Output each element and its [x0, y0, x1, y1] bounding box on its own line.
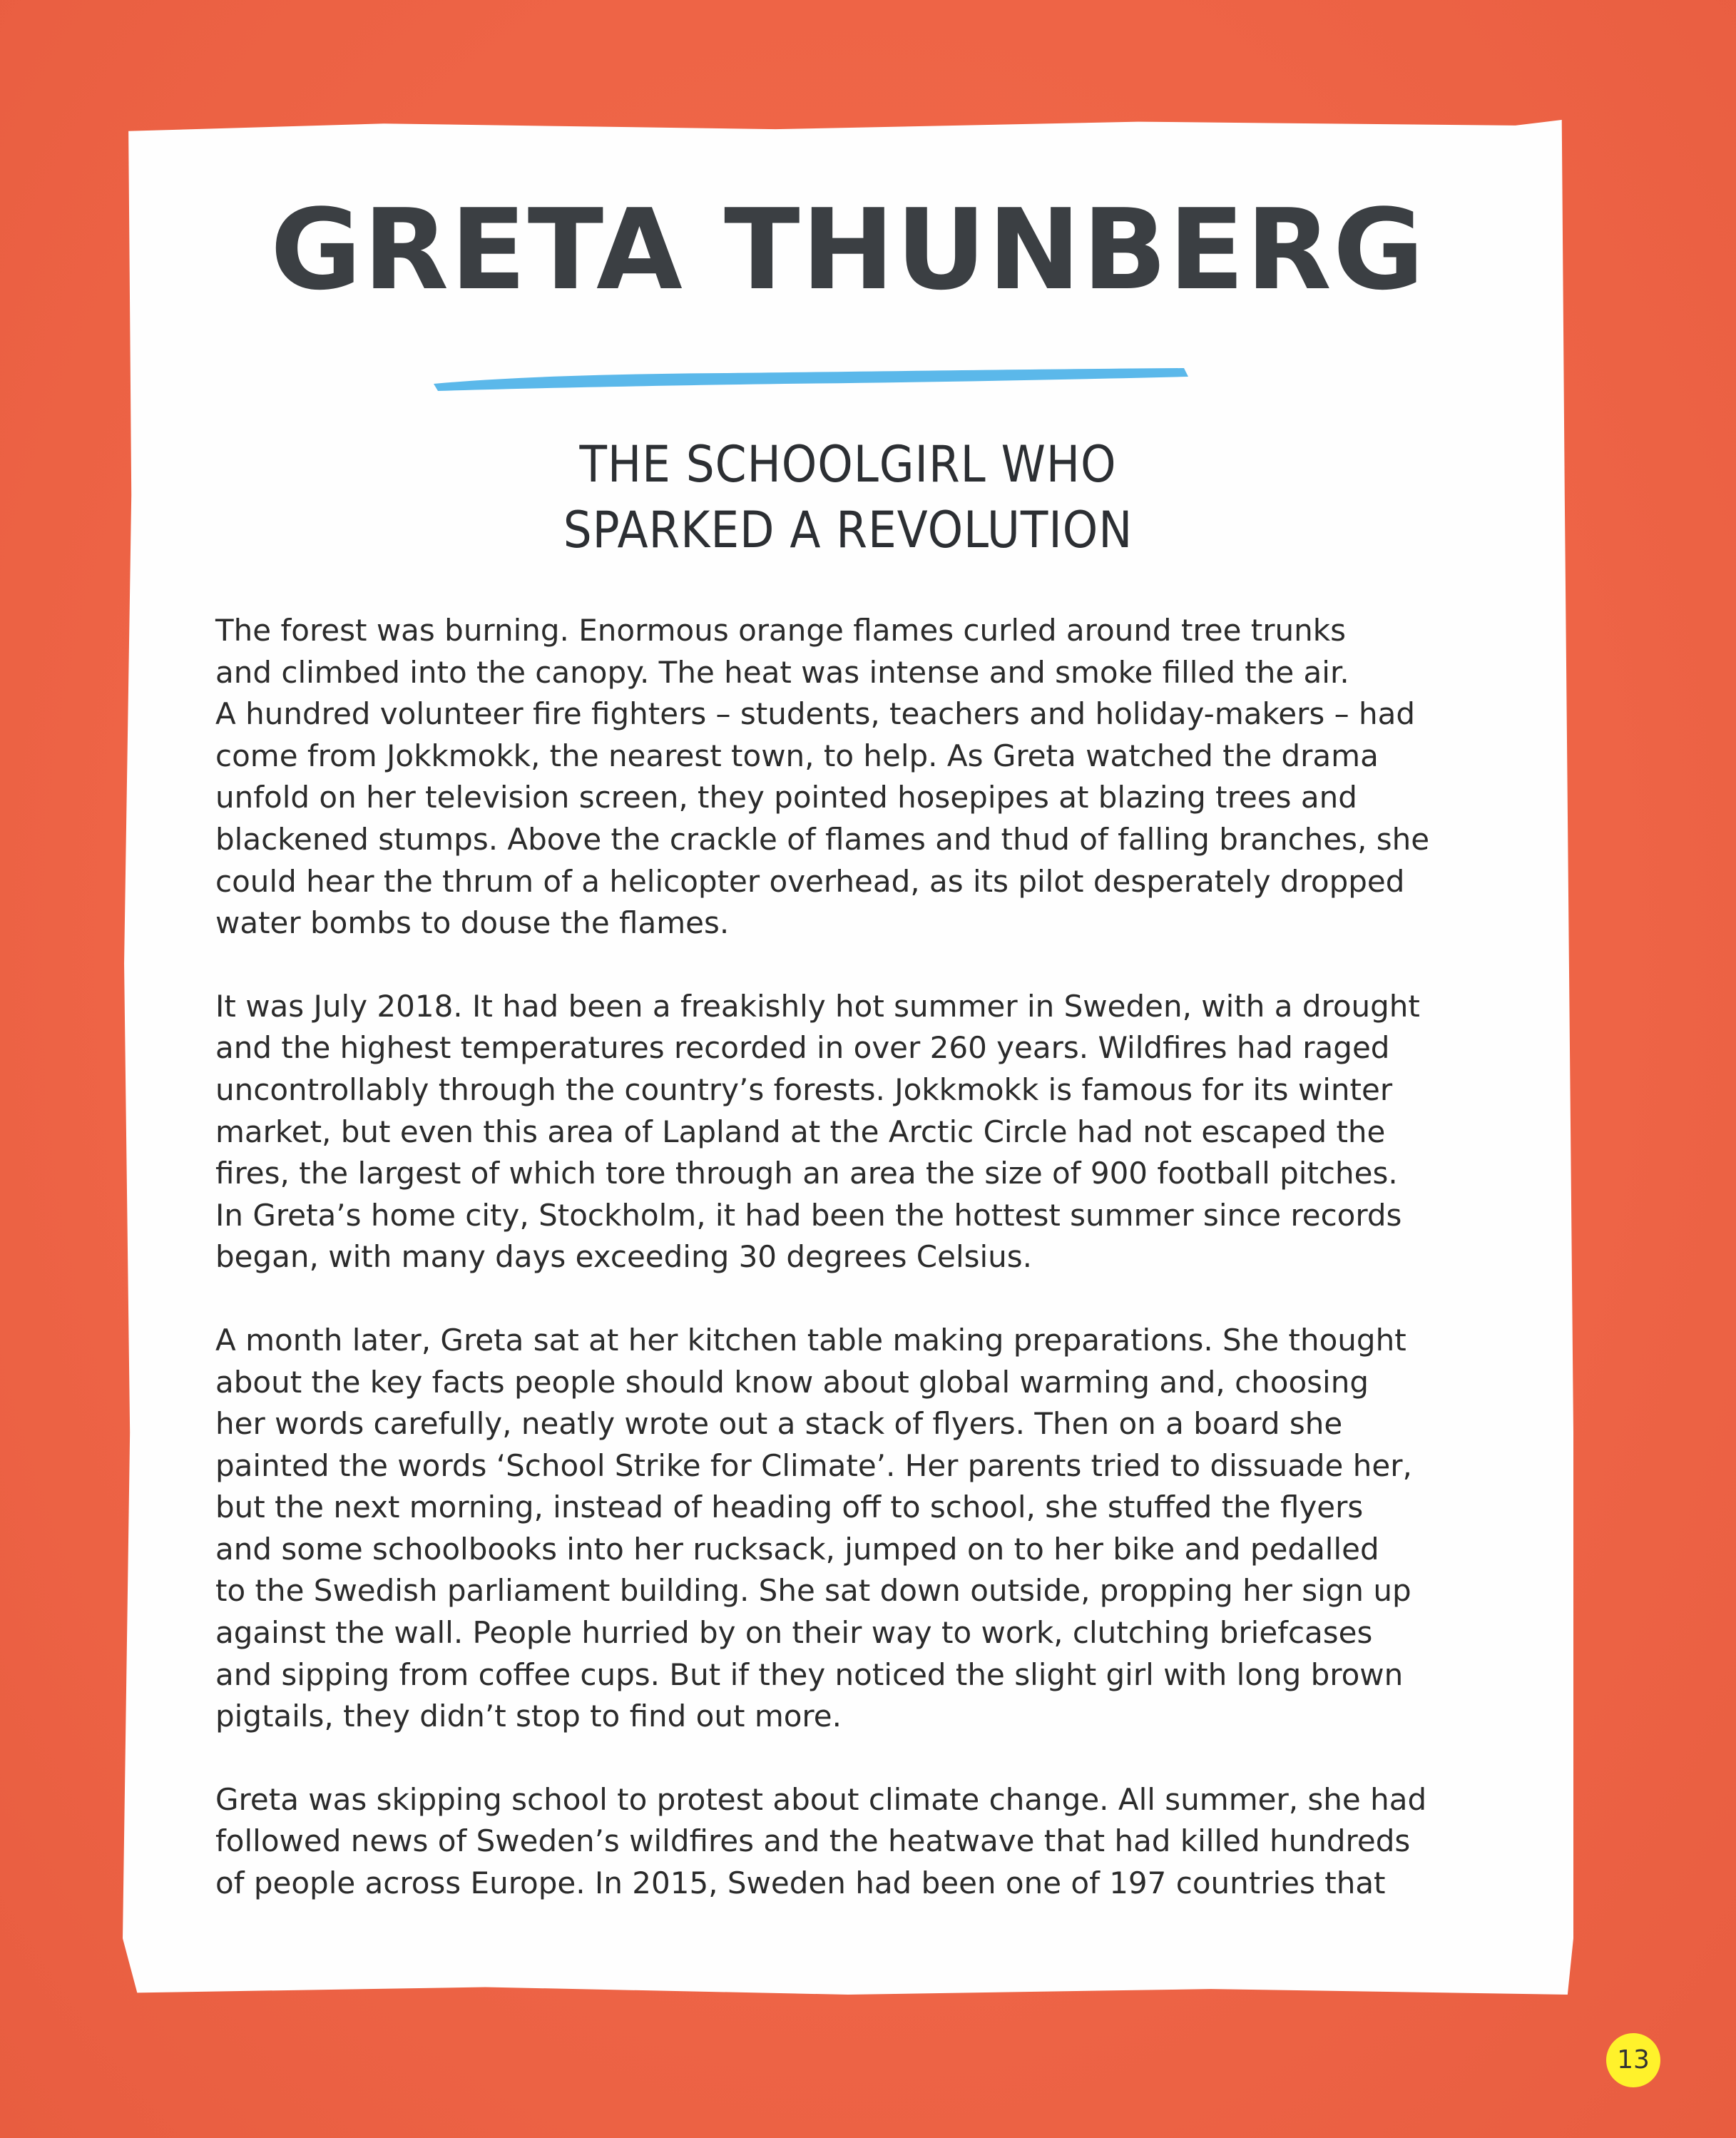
text-line: and sipping from coffee cups. But if they noticed the slight girl with long brown [215, 1656, 1404, 1692]
text-line: A hundred volunteer fire fighters – students, teachers and holiday-makers – had [215, 696, 1416, 732]
text-line: and some schoolbooks into her rucksack, jumped on to her bike and pedalled [215, 1531, 1379, 1567]
title-underline-brush [428, 364, 1193, 392]
paragraph-1 [215, 610, 1499, 945]
text-line: fires, the largest of which tore through an area the size of 900 football pitches. [215, 1156, 1398, 1191]
text-line: and climbed into the canopy. The heat was intense and smoke filled the air. [215, 654, 1349, 690]
text-line: A month later, Greta sat at her kitchen table making preparations. She thought [215, 1322, 1406, 1358]
paragraph-3 [215, 1320, 1499, 1738]
text-line: began, with many days exceeding 30 degrees Celsius. [215, 1239, 1033, 1275]
text-line: unfold on her television screen, they pointed hosepipes at blazing trees and [215, 780, 1357, 815]
subtitle-line-1: THE SCHOOLGIRL WHO [579, 435, 1117, 494]
text-line: and the highest temperatures recorded in over 260 years. Wildfires had raged [215, 1030, 1390, 1066]
text-line: water bombs to douse the flames. [215, 905, 730, 941]
text-line: blackened stumps. Above the crackle of flames and thud of falling branches, she [215, 821, 1430, 857]
text-line: followed news of Sweden’s wildfires and the heatwave that had killed hundreds [215, 1823, 1411, 1859]
page-number-badge: 13 [1606, 2033, 1660, 2087]
paragraph-2 [215, 986, 1499, 1278]
text-line: but the next morning, instead of heading off to school, she stuffed the flyers [215, 1490, 1364, 1525]
text-line: painted the words ‘School Strike for Climate’. Her parents tried to dissuade her, [215, 1447, 1412, 1483]
article-body [215, 610, 1499, 1946]
text-line: The forest was burning. Enormous orange flames curled around tree trunks [215, 613, 1346, 648]
text-line: market, but even this area of Lapland at the Arctic Circle had not escaped the [215, 1114, 1386, 1149]
subtitle-line-2: SPARKED A REVOLUTION [563, 501, 1133, 559]
text-line: come from Jokkmokk, the nearest town, to help. As Greta watched the drama [215, 738, 1379, 773]
text-line: against the wall. People hurried by on their way to work, clutching briefcases [215, 1615, 1373, 1651]
text-line: In Greta’s home city, Stockholm, it had been the hottest summer since records [215, 1197, 1402, 1233]
text-line: of people across Europe. In 2015, Sweden had been one of 197 countries that [215, 1865, 1386, 1901]
text-line: uncontrollably through the country’s forests. Jokkmokk is famous for its winter [215, 1071, 1393, 1107]
page-title: GRETA THUNBERG [270, 185, 1426, 315]
paragraph-4 [215, 1779, 1499, 1905]
subtitle [195, 432, 1501, 563]
text-line: could hear the thrum of a helicopter overhead, as its pilot desperately dropped [215, 863, 1405, 899]
text-line: pigtails, they didn’t stop to find out more. [215, 1699, 842, 1734]
text-line: about the key facts people should know about global warming and, choosing [215, 1364, 1369, 1400]
text-line: It was July 2018. It had been a freakishly hot summer in Sweden, with a drought [215, 988, 1420, 1024]
text-line: to the Swedish parliament building. She sat down outside, propping her sign up [215, 1573, 1411, 1609]
text-line: Greta was skipping school to protest about climate change. All summer, she had [215, 1781, 1427, 1817]
text-line: her words carefully, neatly wrote out a stack of flyers. Then on a board she [215, 1406, 1343, 1442]
